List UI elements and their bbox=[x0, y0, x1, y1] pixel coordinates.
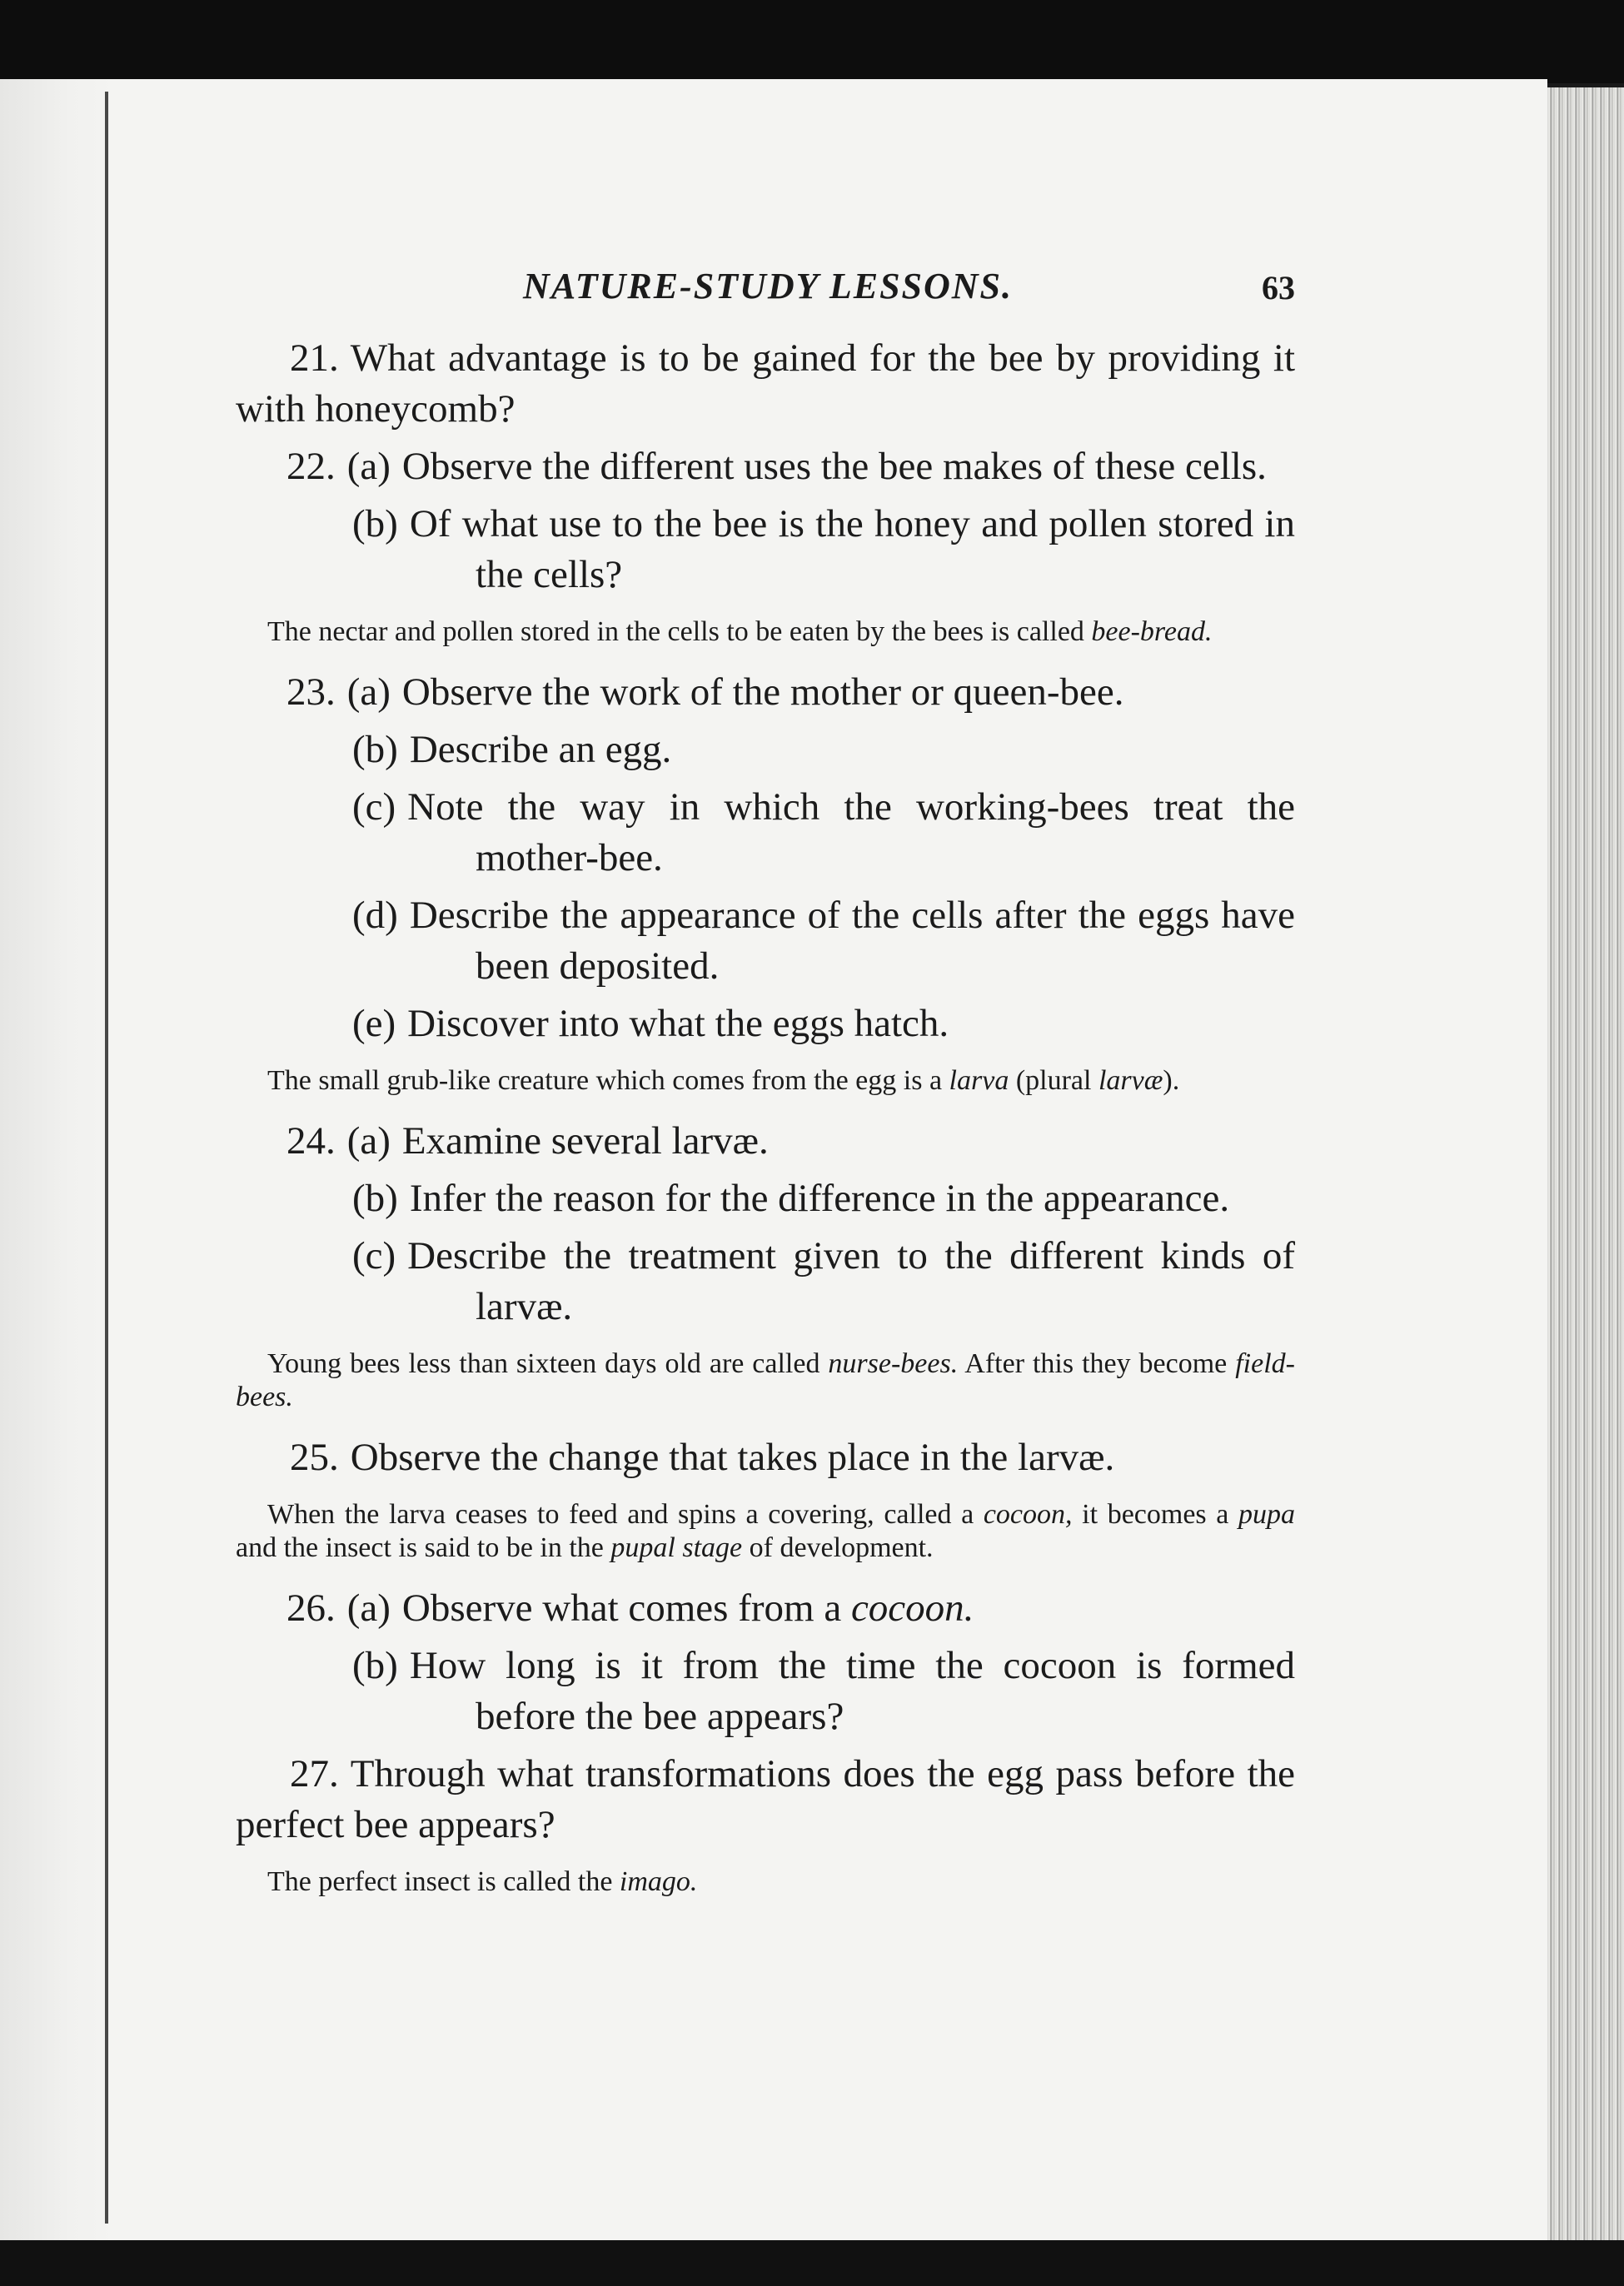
question-26a bbox=[236, 1583, 1295, 1634]
binding-line bbox=[105, 92, 108, 2224]
page-edge bbox=[1547, 87, 1624, 2253]
note-text: it becomes a bbox=[1082, 1499, 1229, 1530]
question-23c bbox=[236, 782, 1295, 884]
question-23d bbox=[236, 890, 1295, 992]
question-text: Note the way in which the working-bees treat the mother-bee. bbox=[407, 785, 1295, 879]
question-text: Observe the work of the mother or queen-bee. bbox=[401, 670, 1124, 714]
question-number: 24. bbox=[286, 1119, 336, 1163]
question-number: 27. bbox=[290, 1752, 339, 1795]
question-number: 26. bbox=[286, 1586, 336, 1630]
question-24b bbox=[236, 1173, 1295, 1224]
sub-label: (a) bbox=[346, 670, 391, 714]
note-text: After this they become bbox=[964, 1348, 1228, 1379]
question-text: Examine several larvæ. bbox=[401, 1119, 769, 1163]
note-text: (plural bbox=[1015, 1065, 1092, 1096]
sub-label: (e) bbox=[352, 1002, 396, 1045]
question-23b bbox=[236, 725, 1295, 775]
question-22b bbox=[236, 499, 1295, 600]
note-text: and the insect is said to be in the bbox=[236, 1532, 604, 1563]
question-23e bbox=[236, 999, 1295, 1049]
note-text: The small grub-like creature which comes from the egg is a bbox=[267, 1065, 943, 1096]
question-text: Observe what comes from a bbox=[401, 1586, 842, 1630]
note-text: The nectar and pollen stored in the cells to be eaten by the bees is called bbox=[267, 616, 1084, 647]
question-text: Describe the appearance of the cells after the eggs have been deposited. bbox=[409, 894, 1295, 988]
note-text: of development. bbox=[749, 1532, 934, 1563]
sub-label: (b) bbox=[352, 728, 398, 771]
note-text: ). bbox=[1163, 1065, 1180, 1096]
question-text: Describe the treatment given to the different kinds of larvæ. bbox=[407, 1234, 1295, 1328]
sub-label: (c) bbox=[352, 1234, 396, 1277]
question-text: How long is it from the time the cocoon is formed before the bee appears? bbox=[409, 1644, 1295, 1738]
note-term: imago. bbox=[619, 1866, 698, 1897]
question-text: What advantage is to be gained for the bee by providing it with honeycomb? bbox=[236, 336, 1295, 431]
question-text: Infer the reason for the difference in the appearance. bbox=[409, 1177, 1230, 1220]
sub-label: (b) bbox=[352, 1644, 398, 1687]
question-21 bbox=[236, 333, 1295, 435]
note-term: cocoon, bbox=[983, 1499, 1073, 1530]
note-bee-bread bbox=[236, 615, 1295, 649]
note-term: field-bees. bbox=[236, 1348, 1295, 1412]
running-title: NATURE-STUDY LESSONS. bbox=[523, 266, 1014, 306]
note-term: pupa bbox=[1238, 1499, 1296, 1530]
sub-label: (a) bbox=[346, 1586, 391, 1630]
note-text: The perfect insect is called the bbox=[267, 1866, 613, 1897]
question-number: 23. bbox=[286, 670, 336, 714]
note-term: pupal stage bbox=[610, 1532, 743, 1563]
sub-label: (a) bbox=[346, 445, 391, 488]
question-text: Discover into what the eggs hatch. bbox=[407, 1002, 949, 1045]
question-27 bbox=[236, 1749, 1295, 1850]
question-23a bbox=[236, 667, 1295, 718]
note-term: bee-bread. bbox=[1091, 616, 1213, 647]
sub-label: (c) bbox=[352, 785, 396, 829]
scan-bottom-margin bbox=[0, 2240, 1624, 2286]
running-head bbox=[236, 265, 1295, 323]
question-number: 21. bbox=[290, 336, 339, 380]
scan-top-margin bbox=[0, 0, 1624, 83]
page-content bbox=[236, 265, 1295, 1917]
question-number: 25. bbox=[290, 1436, 339, 1479]
note-larva bbox=[236, 1064, 1295, 1098]
page-gutter bbox=[0, 79, 117, 2244]
note-nurse-bees bbox=[236, 1347, 1295, 1414]
note-cocoon bbox=[236, 1498, 1295, 1565]
question-24c bbox=[236, 1231, 1295, 1332]
note-term: larvæ bbox=[1098, 1065, 1163, 1096]
sub-label: (b) bbox=[352, 502, 398, 545]
note-text: Young bees less than sixteen days old are called bbox=[267, 1348, 820, 1379]
question-25 bbox=[236, 1432, 1295, 1483]
sub-label: (b) bbox=[352, 1177, 398, 1220]
note-term: nurse-bees. bbox=[828, 1348, 959, 1379]
question-22a bbox=[236, 441, 1295, 492]
note-term: larva bbox=[949, 1065, 1009, 1096]
question-number: 22. bbox=[286, 445, 336, 488]
note-text: When the larva ceases to feed and spins a covering, called a bbox=[267, 1499, 974, 1530]
sub-label: (d) bbox=[352, 894, 398, 937]
question-text: Observe the change that takes place in the larvæ. bbox=[350, 1436, 1115, 1479]
question-text: Observe the different uses the bee makes of these cells. bbox=[401, 445, 1267, 488]
question-text: Through what transformations does the egg pass before the perfect bee appears? bbox=[236, 1752, 1295, 1846]
sub-label: (a) bbox=[346, 1119, 391, 1163]
question-text: Describe an egg. bbox=[409, 728, 672, 771]
note-imago bbox=[236, 1865, 1295, 1899]
page-number: 63 bbox=[1262, 269, 1295, 306]
question-24a bbox=[236, 1116, 1295, 1167]
question-text: Of what use to the bee is the honey and pollen stored in the cells? bbox=[409, 502, 1295, 596]
question-term: cocoon. bbox=[850, 1586, 974, 1630]
question-26b bbox=[236, 1641, 1295, 1742]
